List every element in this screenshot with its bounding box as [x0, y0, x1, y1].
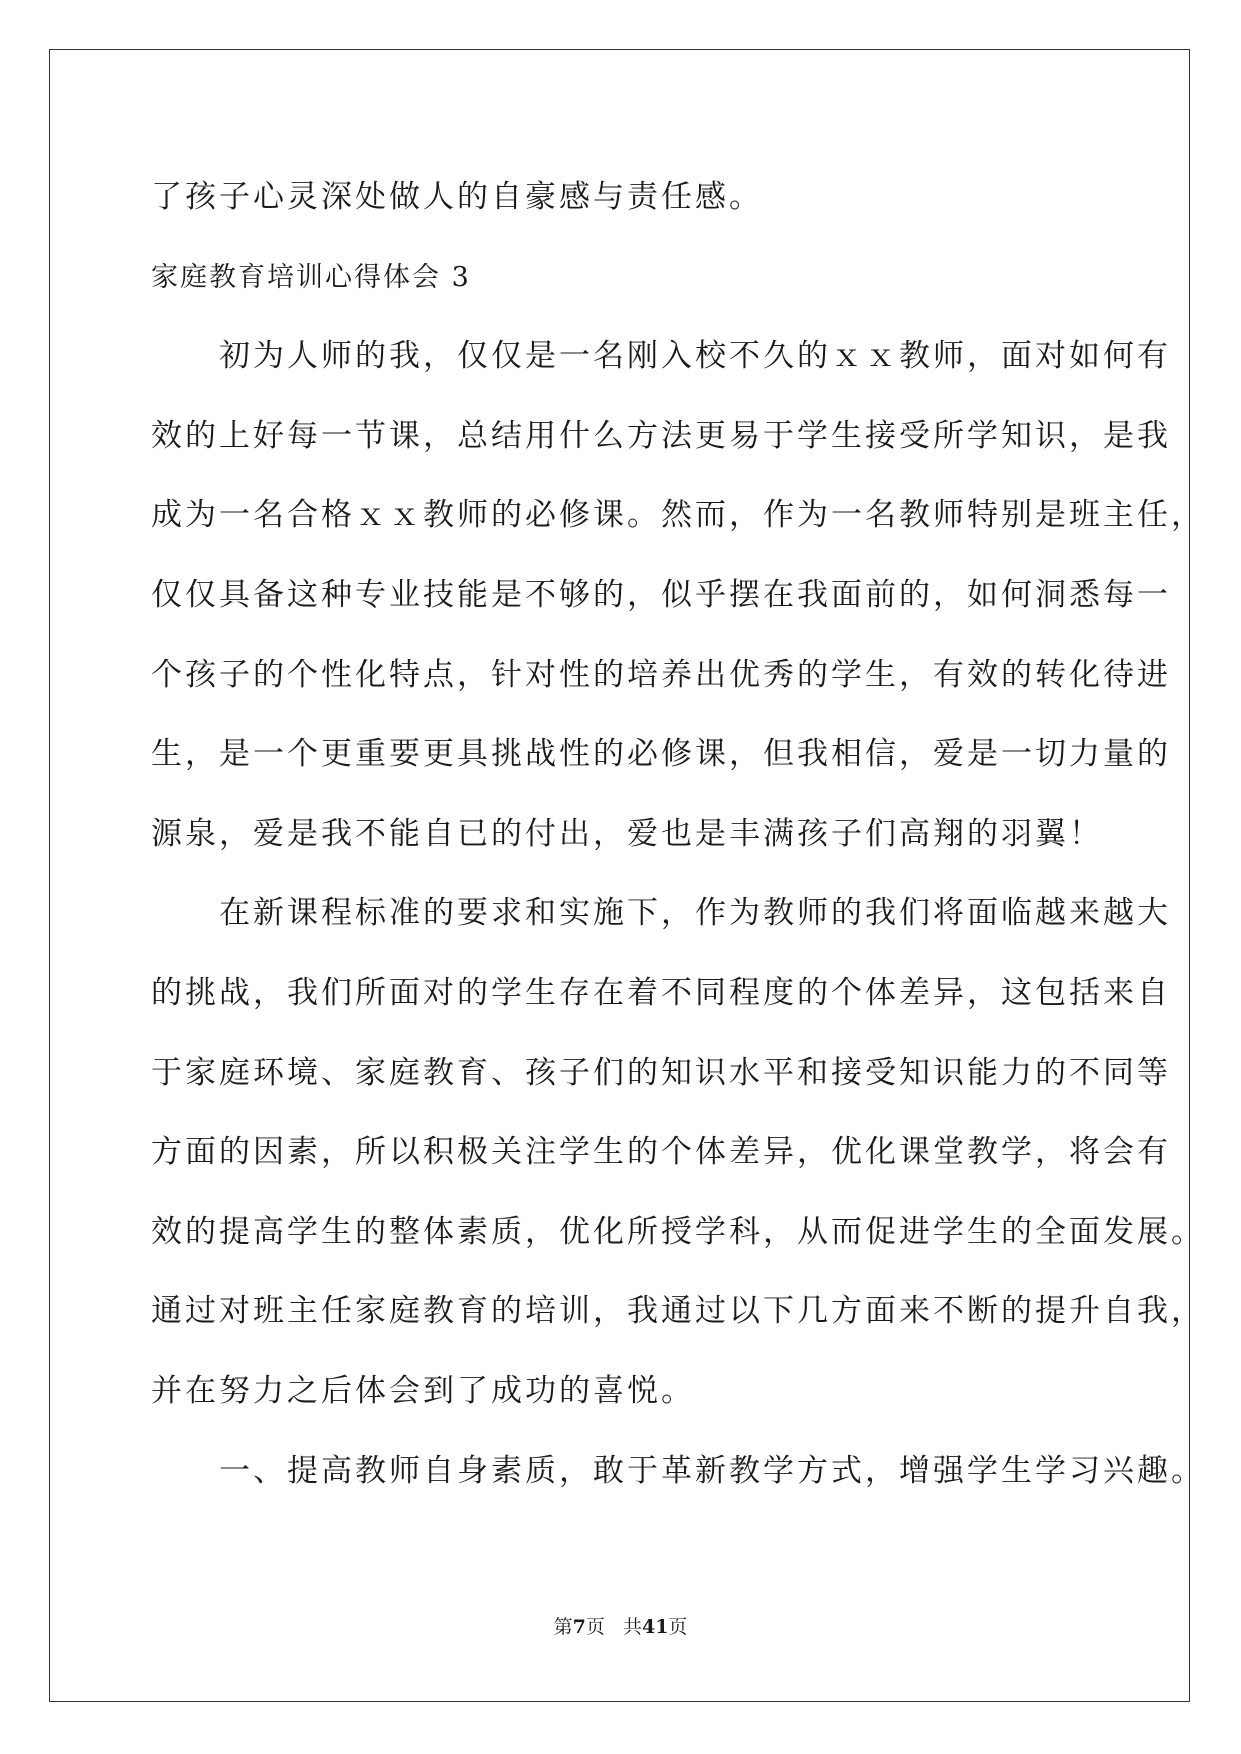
paragraph-line: 效的提高学生的整体素质，优化所授学科，从而促进学生的全面发展。: [151, 1213, 1205, 1250]
section-heading: 家庭教育培训心得体会 3: [151, 261, 471, 293]
paragraph-line: 生，是一个更重要更具挑战性的必修课，但我相信，爱是一切力量的: [151, 736, 1171, 773]
paragraph-line: 并在努力之后体会到了成功的喜悦。: [151, 1372, 695, 1409]
paragraph-line: 成为一名合格ｘｘ教师的必修课。然而，作为一名教师特别是班主任，: [151, 497, 1205, 534]
footer-total-prefix: 共: [622, 1616, 642, 1638]
paragraph-line: 于家庭环境、家庭教育、孩子们的知识水平和接受知识能力的不同等: [151, 1054, 1171, 1091]
footer-page-suffix: 页: [585, 1616, 605, 1638]
footer-prefix: 第: [553, 1616, 573, 1638]
footer-total-pages: 41: [641, 1616, 669, 1638]
paragraph-line: 通过对班主任家庭教育的培训，我通过以下几方面来不断的提升自我，: [151, 1293, 1205, 1330]
paragraph-line: 初为人师的我，仅仅是一名刚入校不久的ｘｘ教师，面对如何有: [151, 338, 1171, 375]
paragraph-line: 方面的因素，所以积极关注学生的个体差异，优化课堂教学，将会有: [151, 1134, 1171, 1171]
footer-total-suffix: 页: [668, 1616, 688, 1638]
paragraph-line: 个孩子的个性化特点，针对性的培养出优秀的学生，有效的转化待进: [151, 656, 1171, 693]
paragraph-line: 一、提高教师自身素质，敢于革新教学方式，增强学生学习兴趣。: [151, 1452, 1205, 1489]
paragraph-line: 在新课程标准的要求和实施下，作为教师的我们将面临越来越大: [151, 895, 1171, 932]
paragraph-line: 了孩子心灵深处做人的自豪感与责任感。: [151, 179, 763, 215]
document-body: [151, 158, 1205, 1511]
paragraph-line: 效的上好每一节课，总结用什么方法更易于学生接受所学知识，是我: [151, 417, 1171, 454]
paragraph-line: 仅仅具备这种专业技能是不够的，似乎摆在我面前的，如何洞悉每一: [151, 576, 1171, 613]
paragraph-line: 源泉，爱是我不能自已的付出，爱也是丰满孩子们高翔的羽翼！: [151, 815, 1103, 852]
page-footer: [0, 1612, 1241, 1639]
footer-page-number: 7: [572, 1616, 586, 1638]
paragraph-line: 的挑战，我们所面对的学生存在着不同程度的个体差异，这包括来自: [151, 974, 1171, 1011]
